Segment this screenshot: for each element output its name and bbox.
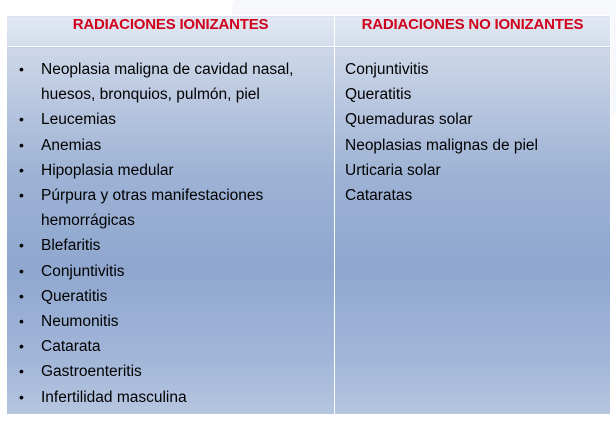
list-item: Conjuntivitis [345,61,429,78]
list-item: • Neoplasia maligna de cavidad nasal, huesos, bronquios, pulmón, piel [17,57,328,107]
list-item: • Conjuntivitis [17,259,328,284]
list-item: Queratitis [345,86,412,104]
no-ionizantes-list [335,47,610,208]
list-item: • Leucemias [17,107,328,132]
table-body-row [7,47,611,415]
list-item: Neoplasias malignas de piel [345,136,539,154]
bullet-icon: • [19,187,24,204]
bullet-icon: • [19,136,24,153]
ionizantes-list [7,47,334,410]
bullet-icon: • [19,338,24,355]
list-item: • Queratitis [17,284,328,309]
bullet-icon: • [19,111,24,128]
list-item: • Neumonitis [17,309,328,334]
comparison-table [6,15,611,415]
table-header-row [7,16,611,47]
bullet-icon: • [19,388,24,405]
header-no-ionizantes: RADIACIONES NO IONIZANTES [335,16,611,47]
list-item: • Catarata [17,334,328,359]
list-item: • Blefaritis [17,233,328,258]
ionizantes-cell [7,47,335,415]
bullet-icon: • [19,313,24,330]
header-ionizantes: RADIACIONES IONIZANTES [7,16,335,47]
bullet-icon: • [19,161,24,178]
no-ionizantes-cell [335,47,611,415]
list-item: Cataratas [345,187,413,205]
list-item: • Infertilidad masculina [17,385,328,410]
list-item: • Púrpura y otras manifestaciones hemorrágicas [17,183,328,233]
list-item: • Gastroenteritis [17,359,328,384]
bullet-icon: • [19,262,24,279]
list-item: • Anemias [17,133,328,158]
list-item: Urticaria solar [345,161,441,179]
list-item: Quemaduras solar [345,111,473,129]
list-item: • Hipoplasia medular [17,158,328,183]
bullet-icon: • [19,287,24,304]
bullet-icon: • [19,61,24,77]
bullet-icon: • [19,237,24,254]
bullet-icon: • [19,363,24,380]
